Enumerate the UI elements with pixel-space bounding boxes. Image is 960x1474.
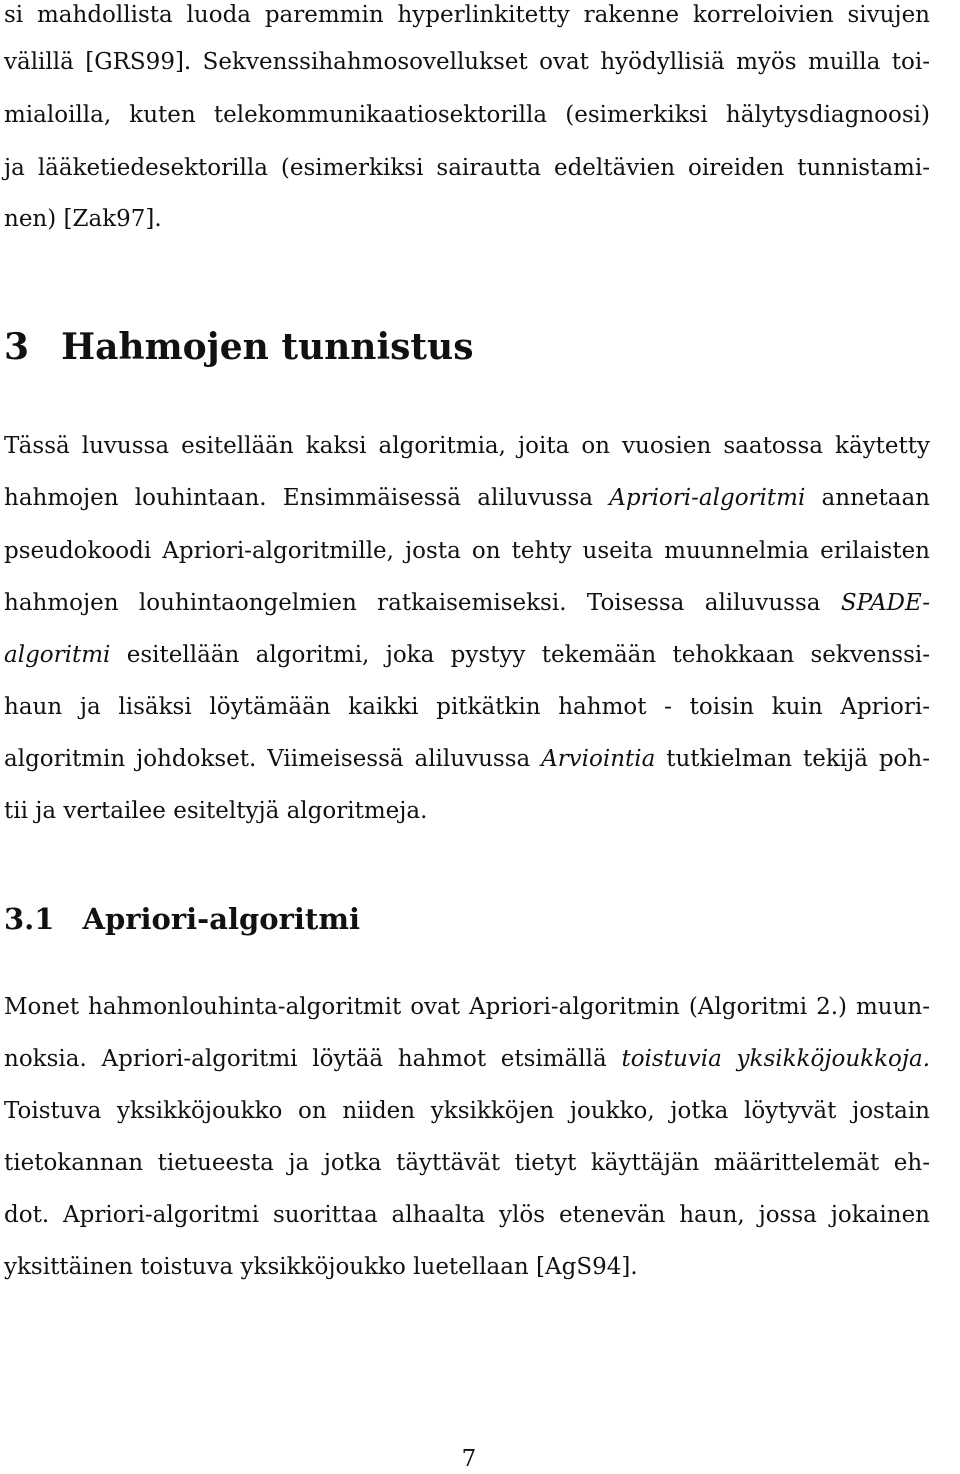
emphasis: Apriori-algoritmi [609,485,806,511]
section-heading [4,326,473,368]
section-title: Hahmojen tunnistus [61,326,474,368]
text-line: Monet hahmonlouhinta-algoritmit ovat Apriori-algoritmin (Algoritmi 2.) muun- [4,994,930,1020]
emphasis: Arviointia [541,746,656,772]
text-line: hahmojen louhintaongelmien ratkaisemiseksi. Toisessa aliluvussa SPADE- [4,590,930,616]
text-line: välillä [GRS99]. Sekvenssihahmosovellukset ovat hyödyllisiä myös muilla toi- [4,49,930,75]
text-line: Toistuva yksikköjoukko on niiden yksikköjen joukko, jotka löytyvät jostain [4,1098,930,1124]
subsection-heading [4,902,360,936]
subsection-title: Apriori-algoritmi [82,902,361,936]
text-line: ja lääketiedesektorilla (esimerkiksi sairautta edeltävien oireiden tunnistami- [4,155,930,181]
text-line: tietokannan tietueesta ja jotka täyttävät tietyt käyttäjän määrittelemät eh- [4,1150,930,1176]
text-line: mialoilla, kuten telekommunikaatiosektorilla (esimerkiksi hälytysdiagnoosi) [4,102,930,128]
text-line: dot. Apriori-algoritmi suorittaa alhaalta ylös etenevän haun, jossa jokainen [4,1202,930,1228]
section-number: 3 [4,326,30,368]
emphasis: algoritmi [4,642,111,668]
text-line: algoritmi esitellään algoritmi, joka pystyy tekemään tehokkaan sekvenssi- [4,642,930,668]
text-line: Tässä luvussa esitellään kaksi algoritmia, joita on vuosien saatossa käytetty [4,433,930,459]
text-line: si mahdollista luoda paremmin hyperlinkitetty rakenne korreloivien sivujen [4,2,930,28]
page-number: 7 [461,1446,477,1472]
text-line: nen) [Zak97]. [4,206,162,232]
text-line: haun ja lisäksi löytämään kaikki pitkätkin hahmot - toisin kuin Apriori- [4,694,930,720]
text-line: noksia. Apriori-algoritmi löytää hahmot etsimällä toistuvia yksikköjoukkoja. [4,1046,931,1072]
text-line: hahmojen louhintaan. Ensimmäisessä aliluvussa Apriori-algoritmi annetaan [4,485,930,511]
text-line: yksittäinen toistuva yksikköjoukko luetellaan [AgS94]. [4,1254,638,1280]
subsection-number: 3.1 [4,902,55,936]
emphasis: SPADE- [840,590,930,616]
emphasis: toistuvia yksikköjoukkoja. [621,1046,931,1072]
text-line: algoritmin johdokset. Viimeisessä aliluvussa Arviointia tutkielman tekijä poh- [4,746,930,772]
text-line: pseudokoodi Apriori-algoritmille, josta on tehty useita muunnelmia erilaisten [4,538,930,564]
text-line: tii ja vertailee esiteltyjä algoritmeja. [4,798,428,824]
